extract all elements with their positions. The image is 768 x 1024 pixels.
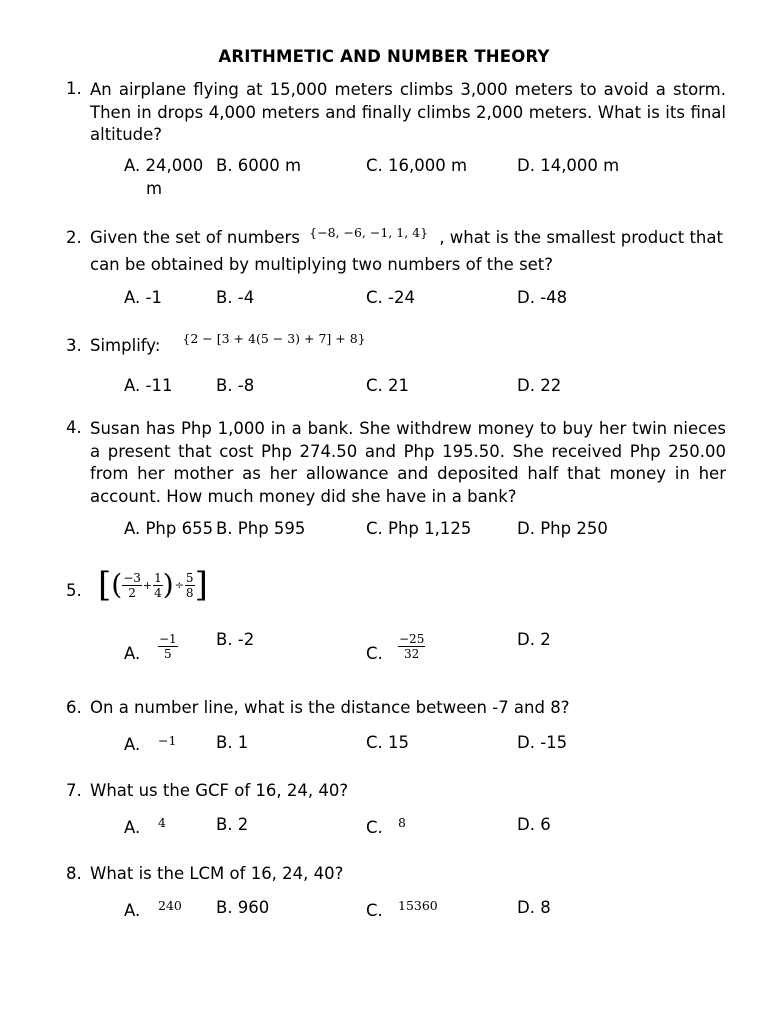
math-expression: {2 − [3 + 4(5 − 3) + 7] + 8}: [182, 331, 366, 346]
choice-c: C. Php 1,125: [366, 519, 472, 538]
choice-b: B. -2: [216, 630, 255, 649]
choice-d: D. 14,000 m: [517, 156, 620, 175]
choice-d: D. 6: [517, 815, 551, 834]
choice-c-fraction: $\frac{-25}{32}$: [399, 632, 425, 661]
choice-a-value: 240: [158, 898, 182, 913]
question-2: [66, 225, 726, 278]
choice-d: D. -48: [517, 288, 568, 307]
question-number: 8.: [66, 864, 82, 883]
question-number: 7.: [66, 781, 82, 800]
choice-a: A. -11: [124, 376, 173, 395]
divide-operator: ÷: [174, 578, 184, 592]
question-3: [66, 331, 726, 355]
choice-a: A. 24,000: [124, 156, 204, 175]
choice-a: A. -1: [124, 288, 162, 307]
choice-a-fraction: $\frac{-1}{5}$: [159, 632, 177, 661]
choice-b: B. Php 595: [216, 519, 306, 538]
choice-a-label: A.: [124, 644, 141, 663]
choice-c-label: C.: [366, 901, 383, 920]
choice-a-label: A.: [124, 901, 141, 920]
question-text: Susan has Php 1,000 in a bank. She withdrew money to buy her twin nieces a present that cost Php 274.50 and Php 195.50. She received Php 250.00 from her mother as her allowance and deposited half that money in her account. How much money did she have in a bank?: [90, 419, 726, 506]
choice-b: B. 960: [216, 898, 270, 917]
question-number: 3.: [66, 336, 82, 355]
question-text: An airplane flying at 15,000 meters climbs 3,000 meters to avoid a storm. Then in drops 4,000 meters and finally climbs 2,000 meters. What is its final altitude?: [90, 80, 726, 144]
choice-b: B. -8: [216, 376, 255, 395]
choice-a: A. Php 655: [124, 519, 214, 538]
question-6: [66, 698, 726, 717]
question-number: 5.: [66, 580, 82, 600]
left-paren: (: [111, 568, 123, 601]
question-8: [66, 864, 726, 883]
page-title: ARITHMETIC AND NUMBER THEORY: [218, 47, 550, 66]
left-bracket: [: [98, 565, 112, 605]
plus-operator: +: [142, 578, 153, 592]
choice-c-label: C.: [366, 644, 383, 663]
choice-d: D. 22: [517, 376, 562, 395]
question-text: On a number line, what is the distance between -7 and 8?: [90, 698, 570, 717]
question-7: [66, 781, 726, 800]
question-text-start: Given the set of numbers: [90, 228, 300, 247]
choice-a-value: 4: [158, 815, 166, 830]
choice-b: B. 1: [216, 733, 249, 752]
choice-b: B. -4: [216, 288, 255, 307]
question-number: 4.: [66, 418, 82, 437]
choice-c: C. 16,000 m: [366, 156, 468, 175]
choice-d: D. 8: [517, 898, 551, 917]
choice-c: C. -24: [366, 288, 415, 307]
choice-b: B. 2: [216, 815, 249, 834]
choice-b: B. 6000 m: [216, 156, 302, 175]
question-number: 1.: [66, 79, 82, 98]
choice-a-label: A.: [124, 735, 141, 754]
question-number: 6.: [66, 698, 82, 717]
right-paren: ): [162, 568, 174, 601]
question-text: Simplify:: [90, 336, 161, 355]
choice-a-value: −1: [158, 733, 177, 748]
right-bracket: ]: [194, 565, 208, 605]
choices-5: [124, 630, 734, 670]
choice-a-label: A.: [124, 818, 141, 837]
question-1: [66, 79, 726, 147]
question-text: What us the GCF of 16, 24, 40?: [90, 781, 349, 800]
fraction-1: $\frac{-3}{2}$: [123, 570, 141, 600]
fraction-2: $\frac{1}{4}$: [154, 570, 162, 600]
question-4: [66, 418, 726, 508]
choice-c-value: 15360: [398, 898, 438, 913]
choice-a-unit: m: [146, 179, 163, 198]
fraction-3: $\frac{5}{8}$: [185, 570, 194, 600]
choice-c: C. 21: [366, 376, 410, 395]
question-text: What is the LCM of 16, 24, 40?: [90, 864, 344, 883]
question-5: [66, 562, 726, 608]
number-set: {−8, −6, −1, 1, 4}: [309, 225, 429, 240]
question-text-end: , what is the smallest product that can be obtained by multiplying two numbers of the set?: [90, 228, 723, 274]
choice-d: D. -15: [517, 733, 568, 752]
choice-c-label: C.: [366, 818, 383, 837]
choices-1: [124, 156, 734, 216]
choice-c-value: 8: [398, 815, 406, 830]
question-number: 2.: [66, 228, 82, 247]
choice-c: C. 15: [366, 733, 410, 752]
choice-d: D. 2: [517, 630, 551, 649]
choices-8: [124, 898, 734, 958]
choice-d: D. Php 250: [517, 519, 608, 538]
